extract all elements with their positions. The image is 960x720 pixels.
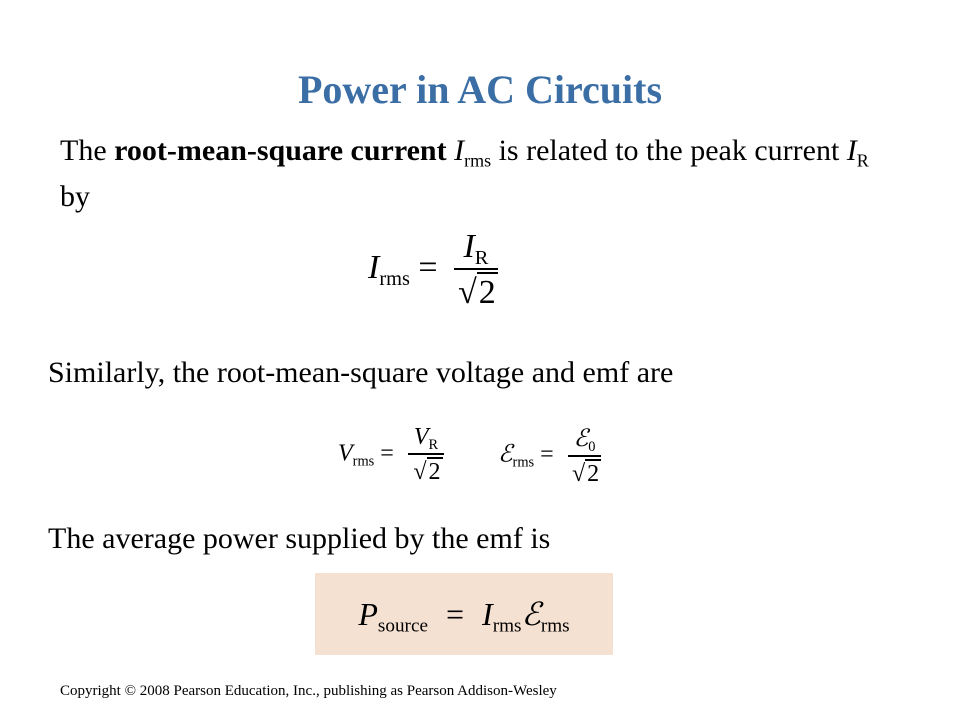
eq-rhs-i-sub: rms (492, 615, 522, 637)
symbol-i: I (846, 134, 857, 167)
equation-irms (368, 228, 498, 312)
para-text: is related to the peak current (491, 134, 847, 167)
power-equation-box (315, 573, 613, 655)
fraction (454, 228, 498, 312)
eq-equals: = (418, 248, 438, 286)
eq-rhs-i: I (482, 596, 493, 632)
eq-rhs-emf: ℰ (521, 596, 541, 632)
average-power-text: The average power supplied by the emf is (48, 522, 551, 555)
equation-vrms (338, 424, 444, 486)
equation-emf-rms (498, 424, 601, 488)
symbol-i: I (454, 134, 465, 167)
radicand: 2 (478, 274, 496, 311)
numerator (454, 228, 498, 270)
num-symbol: I (463, 228, 475, 265)
eq-equals: = (540, 441, 554, 468)
numerator (568, 424, 602, 457)
term-rms-current: root-mean-square current (114, 134, 447, 167)
sqrt-icon: √2 (413, 459, 441, 485)
denominator (568, 457, 602, 488)
eq-lhs: V (338, 440, 353, 467)
eq-lhs: ℰ (498, 441, 513, 468)
eq-lhs-sub: rms (379, 267, 410, 290)
num-sub: R (474, 247, 489, 270)
denominator (454, 270, 498, 312)
eq-lhs-sub: rms (352, 453, 375, 470)
eq-lhs-sub: source (377, 615, 428, 637)
num-sub: 0 (588, 439, 596, 456)
radicand: 2 (428, 459, 441, 485)
subscript-rms: rms (464, 150, 492, 171)
intro-paragraph (60, 128, 900, 220)
num-symbol: V (413, 424, 429, 450)
sqrt-icon: √2 (571, 461, 600, 487)
eq-equals: = (445, 596, 465, 632)
num-symbol: ℰ (573, 426, 589, 452)
num-sub: R (428, 437, 439, 454)
para-text: The (60, 134, 115, 167)
eq-rhs-emf-sub: rms (540, 615, 570, 637)
para-text: by (60, 180, 90, 213)
eq-equals: = (380, 440, 394, 467)
numerator (408, 424, 444, 455)
fraction (568, 424, 602, 488)
equation-psource (358, 595, 570, 637)
sqrt-icon: √2 (458, 274, 496, 311)
eq-lhs: I (368, 248, 380, 286)
fraction (408, 424, 444, 486)
radicand: 2 (587, 461, 600, 487)
denominator (408, 455, 444, 486)
subscript-r: R (856, 150, 869, 171)
similarly-text: Similarly, the root-mean-square voltage and emf are (48, 356, 674, 389)
eq-lhs: P (358, 596, 378, 632)
copyright-footer: Copyright © 2008 Pearson Education, Inc., publishing as Pearson Addison-Wesley (60, 683, 557, 699)
eq-lhs-sub: rms (512, 454, 535, 471)
slide-title: Power in AC Circuits (297, 67, 663, 112)
